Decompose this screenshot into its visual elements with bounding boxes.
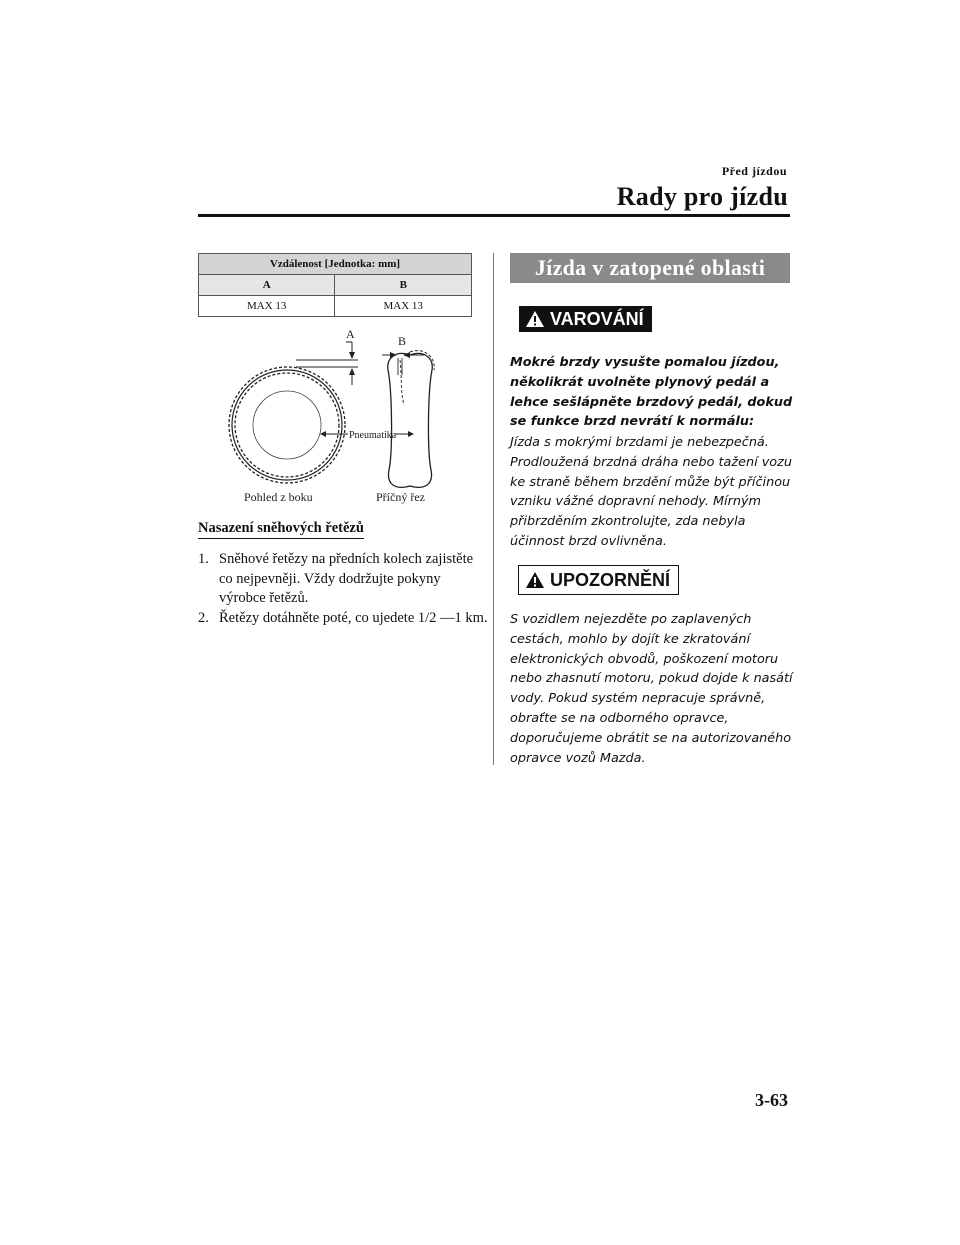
label-tire: Pneumatika [349,430,397,441]
caution-label: UPOZORNĚNÍ [550,570,671,590]
dimension-a [296,342,358,385]
step-number: 2. [198,609,209,626]
step-text: Sněhové řetězy na předních kolech zajistěte co nejpevněji. Vždy dodržujte pokyny výrobce řetězů. [219,551,474,606]
page-title: Rady pro jízdu [616,182,788,211]
label-side-view: Pohled z boku [244,490,313,504]
step-text: Řetězy dotáhněte poté, co ujedete 1/2 ―1 km. [219,609,488,626]
snow-chains-steps [198,550,488,628]
table-columns-row [199,275,472,296]
column-divider [493,253,494,765]
warning-triangle-icon [525,310,545,328]
list-item [198,550,488,609]
header-section: Před jízdou [721,164,787,178]
step-number: 1. [198,551,209,567]
distance-table [198,253,472,317]
table-col-b: B [335,275,472,296]
cross-section-tire [388,351,434,488]
tire-chain-diagram [224,330,464,510]
caution-triangle-icon [525,571,545,589]
warning-label: VAROVÁNÍ [550,309,644,329]
caution-badge [518,565,679,595]
warning-bold-text: Mokré brzdy vysušte pomalou jízdou, několikrát uvolněte plynový pedál a lehce sešlápněte brzdový pedál, dokud se funkce brzd nevrátí k normálu: [510,355,793,430]
warning-text: Jízda s mokrými brzdami je nebezpečná. Prodloužená brzdná dráha nebo tažení vozu ke straně během brzdění může být příčinou vzniku vážné dopravní nehody. Mírným přibrzděním zkontrolujte, zda nebyla účinnost brzd ovlivněna. [510,435,792,549]
label-b: B [398,334,407,348]
list-item [198,609,488,629]
header-rule [198,214,790,217]
table-cell-b: MAX 13 [335,296,472,317]
table-header: Vzdálenost [Jednotka: mm] [199,254,472,275]
warning-badge [519,306,652,332]
snow-chains-title: Nasazení sněhových řetězů [198,520,364,539]
caution-text: S vozidlem nejezděte po zaplavených cestách, mohlo by dojít ke zkratování elektronických obvodů, poškození motoru nebo zhasnutí motoru, pokud dojde k nasátí vody. Pokud systém nepracuje správně, obraťte se na odborného opravce, doporučujeme obrátit se na autorizovaného opravce vozů Mazda. [510,612,793,766]
table-row [199,296,472,317]
label-a: A [346,330,355,341]
table-header-row [199,254,472,275]
table-cell-a: MAX 13 [199,296,335,317]
side-view-wheel [229,367,345,483]
flooded-section-title: Jízda v zatopené oblasti [510,253,790,283]
label-cross-section: Příčný řez [376,490,425,504]
table-col-a: A [199,275,335,296]
page-number: 3-63 [755,1090,788,1110]
